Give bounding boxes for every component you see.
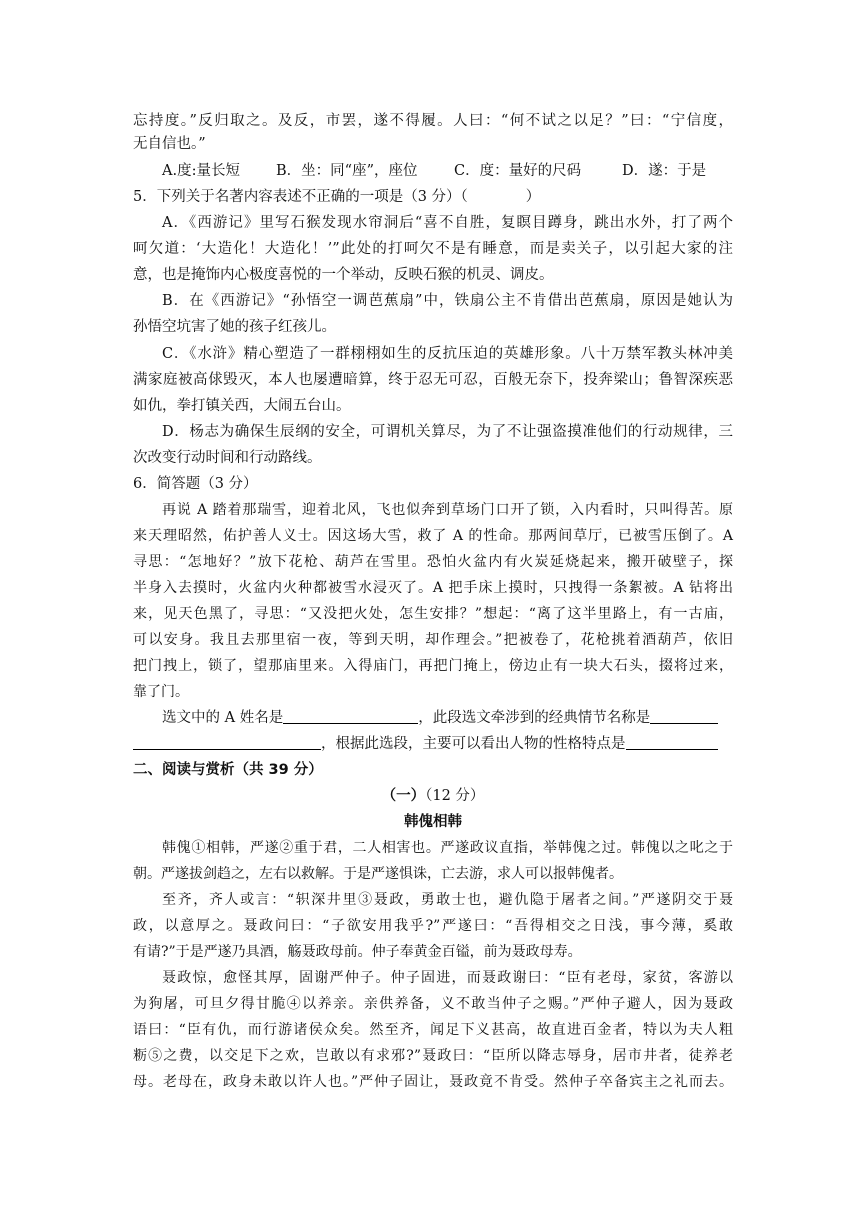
q6-plot-blank[interactable] <box>650 708 718 724</box>
q4-text-line: 忘持度。”反归取之。及反，市罢，遂不得履。人曰：“何不试之以足？”曰：“宁信度， <box>133 113 733 129</box>
article-line: 韩傀①相韩，严遂②重于君，二人相害也。严遂政议直指，举韩傀之过。韩傀以之叱之于 <box>162 840 733 856</box>
q6-passage-line: 把门拽上，锁了，望那庙里来。入得庙门，再把门掩上，傍边止有一块大石头，掇将过来， <box>133 658 733 674</box>
q6-answer-mid: ，此段选文牵涉到的经典情节名称是 <box>418 710 651 726</box>
q6-passage-line: 可以安身。我且去那里宿一夜，等到天明，却作理会。”把被卷了，花枪挑着酒葫芦，依旧 <box>133 632 733 648</box>
article-line: 粝⑤之费，以交足下之欢，岂敢以有求邪?”聂政曰：“臣所以降志辱身，居市井者，徒养老 <box>133 1048 733 1064</box>
q6-stem: 6．简答题（3 分） <box>133 476 258 492</box>
q6-answer-line-1 <box>162 707 733 729</box>
q4-option-c: C．度：量好的尺码 <box>454 163 582 179</box>
q6-passage-line: 半身入去摸时，火盆内火种都被雪水浸灭了。A 把手床上摸时，只拽得一条絮被。A 钻将出 <box>133 580 733 596</box>
article-line: 为狗屠，可旦夕得甘脆④以养亲。亲供养备，义不敢当仲子之赐。”严仲子避人，因为聂政 <box>133 996 733 1012</box>
q6-passage-line: 来，见天色黑了，寻思：“又没把火处，怎生安排？”想起：“离了这半里路上，有一古庙， <box>133 606 733 622</box>
q5-option-a-line: 意，也是掩饰内心极度喜悦的一个举动，反映石猴的机灵、调皮。 <box>133 267 554 283</box>
q6-answer-mid-2: ，根据此选段，主要可以看出人物的性格特点是 <box>321 736 626 752</box>
article-line: 语曰：“臣有仇，而行游诸侯众矣。然至齐，闻足下义甚高，故直进百金者，特以为夫人粗 <box>133 1022 733 1038</box>
q5-option-d-line: 次改变行动时间和行动路线。 <box>133 450 322 466</box>
q6-trait-blank[interactable] <box>626 734 718 750</box>
q5-option-b-line: 孙悟空坑害了她的孩子红孩儿。 <box>133 319 336 335</box>
q6-passage-line: 再说 A 踏着那瑞雪，迎着北风，飞也似奔到草场门口开了锁，入内看时，只叫得苦。原 <box>162 502 733 518</box>
q6-passage-line: 来天理昭然，佑护善人义士。因这场大雪，救了 A 的性命。那两间草厅，已被雪压倒了。A <box>133 528 733 544</box>
q6-plot-blank-cont[interactable] <box>133 734 321 750</box>
q4-option-d: D．遂：于是 <box>622 163 707 179</box>
q6-answer-prefix: 选文中的 A 姓名是 <box>162 710 284 726</box>
article-line: 有请?”于是严遂乃具酒，觞聂政母前。仲子奉黄金百镒，前为聂政母寿。 <box>133 944 582 960</box>
q5-option-c-line: 如仇，拳打镇关西，大闹五台山。 <box>133 398 351 414</box>
subsection-heading <box>133 785 733 807</box>
article-line: 至齐，齐人或言：“轵深井里③聂政，勇敢士也，避仇隐于屠者之间。”严遂阴交于聂 <box>162 892 733 908</box>
article-line: 母。老母在，政身未敢以许人也。”严仲子固让，聂政竟不肯受。然仲子卒备宾主之礼而去。 <box>133 1074 733 1090</box>
q4-option-b: B．坐：同“座”，座位 <box>276 163 418 179</box>
q5-stem: 5．下列关于名著内容表述不正确的一项是（3 分）（ ） <box>133 189 541 205</box>
subsection-number: （一） <box>381 788 426 804</box>
subsection-points: （12 分） <box>425 788 485 804</box>
q4-text-line: 无自信也。” <box>133 136 206 152</box>
q5-option-a-line: A．《西游记》里写石猴发现水帘洞后“喜不自胜，复瞑目蹲身，跳出水外，打了两个 <box>162 215 733 231</box>
article-line: 朝。严遂拔剑趋之，左右以救解。于是严遂惧诛，亡去游，求人可以报韩傀者。 <box>133 866 623 882</box>
q5-option-c-line: C．《水浒》精心塑造了一群栩栩如生的反抗压迫的英雄形象。八十万禁军教头林冲美 <box>162 346 733 362</box>
q6-name-blank[interactable] <box>283 708 418 724</box>
q6-answer-line-2 <box>133 733 733 755</box>
article-line: 政，以意厚之。聂政问曰：“子欲安用我乎?”严遂曰：“吾得相交之日浅，事今薄，奚敢 <box>133 918 733 934</box>
q5-option-b-line: B．在《西游记》“孙悟空一调芭蕉扇”中，铁扇公主不肯借出芭蕉扇，原因是她认为 <box>162 293 733 309</box>
article-title: 韩傀相韩 <box>404 814 462 830</box>
q6-passage-line: 靠了门。 <box>133 684 189 700</box>
q5-option-d-line: D．杨志为确保生辰纲的安全，可谓机关算尽，为了不让强盗摸准他们的行动规律，三 <box>162 424 733 440</box>
section-title: 二、阅读与赏析（共 39 分） <box>133 762 323 778</box>
q5-option-c-line: 满家庭被高俅毁灭，本人也屡遭暗算，终于忍无可忍，百般无奈下，投奔梁山；鲁智深疾恶 <box>133 372 733 388</box>
q6-passage-line: 寻思：“怎地好？”放下花枪、葫芦在雪里。恐怕火盆内有火炭延烧起来，搬开破壁子，探 <box>133 554 733 570</box>
q4-option-a: A.度:量长短 <box>162 163 240 179</box>
q5-option-a-line: 呵欠道：‘大造化！大造化！’”此处的打呵欠不是有睡意，而是卖关子，以引起大家的注 <box>133 241 733 257</box>
article-line: 聂政惊，愈怪其厚，固谢严仲子。仲子固进，而聂政谢曰：“臣有老母，家贫，客游以 <box>162 970 733 986</box>
